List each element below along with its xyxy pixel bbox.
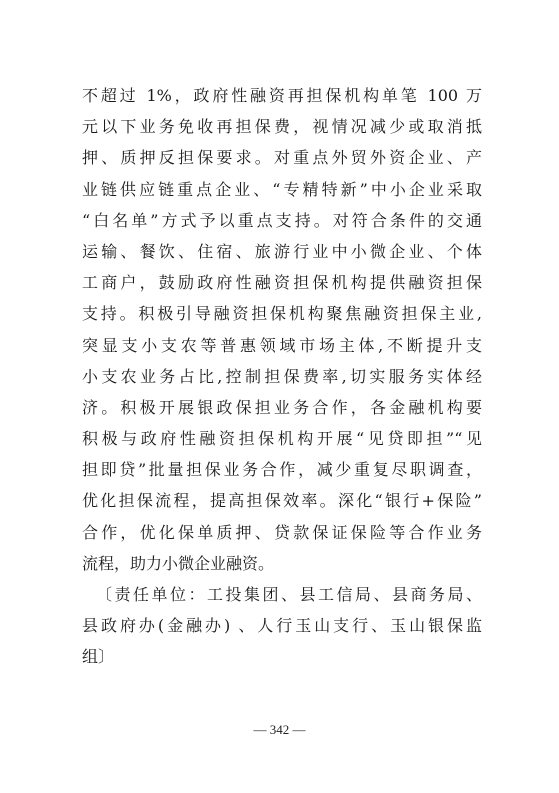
- body-line: 合作，优化保单质押、贷款保证保险等合作业务: [82, 522, 482, 542]
- body-line: 押、质押反担保要求。对重点外贸外资企业、产: [82, 148, 482, 168]
- body-line: 支持。积极引导融资担保机构聚焦融资担保主业,: [82, 304, 482, 324]
- responsibility-line: 〔责任单位：工投集团、县工信局、县商务局、: [96, 585, 482, 604]
- responsibility-line: 组〕: [82, 647, 115, 667]
- body-line: 优化担保流程，提高担保效率。深化“银行+保险”: [82, 491, 482, 511]
- responsibility-line: 县政府办(金融办) 、人行玉山支行、玉山银保监: [82, 616, 482, 636]
- body-line: 不超过 1%，政府性融资再担保机构单笔 100 万: [82, 86, 482, 105]
- body-line: 突显支小支农等普惠领域市场主体,不断提升支: [82, 335, 482, 355]
- body-line: 担即贷”批量担保业务合作，减少重复尽职调查，: [82, 460, 482, 480]
- page-number: — 342 —: [253, 722, 306, 737]
- body-line: 积极与政府性融资担保机构开展“见贷即担”“见: [82, 429, 482, 449]
- document-body: [82, 80, 482, 673]
- body-line: 运输、餐饮、住宿、旅游行业中小微企业、个体: [82, 241, 482, 261]
- body-line: “白名单”方式予以重点支持。对符合条件的交通: [82, 210, 482, 230]
- body-line: 元以下业务免收再担保费，视情况减少或取消抵: [82, 117, 482, 137]
- body-line: 济。积极开展银政保担业务合作，各金融机构要: [82, 397, 482, 417]
- body-line: 工商户，鼓励政府性融资担保机构提供融资担保: [82, 273, 482, 293]
- body-line: 业链供应链重点企业、“专精特新”中小企业采取: [82, 179, 482, 199]
- body-line: 流程，助力小微企业融资。: [82, 553, 275, 573]
- body-line: 小支农业务占比,控制担保费率,切实服务实体经: [82, 366, 482, 386]
